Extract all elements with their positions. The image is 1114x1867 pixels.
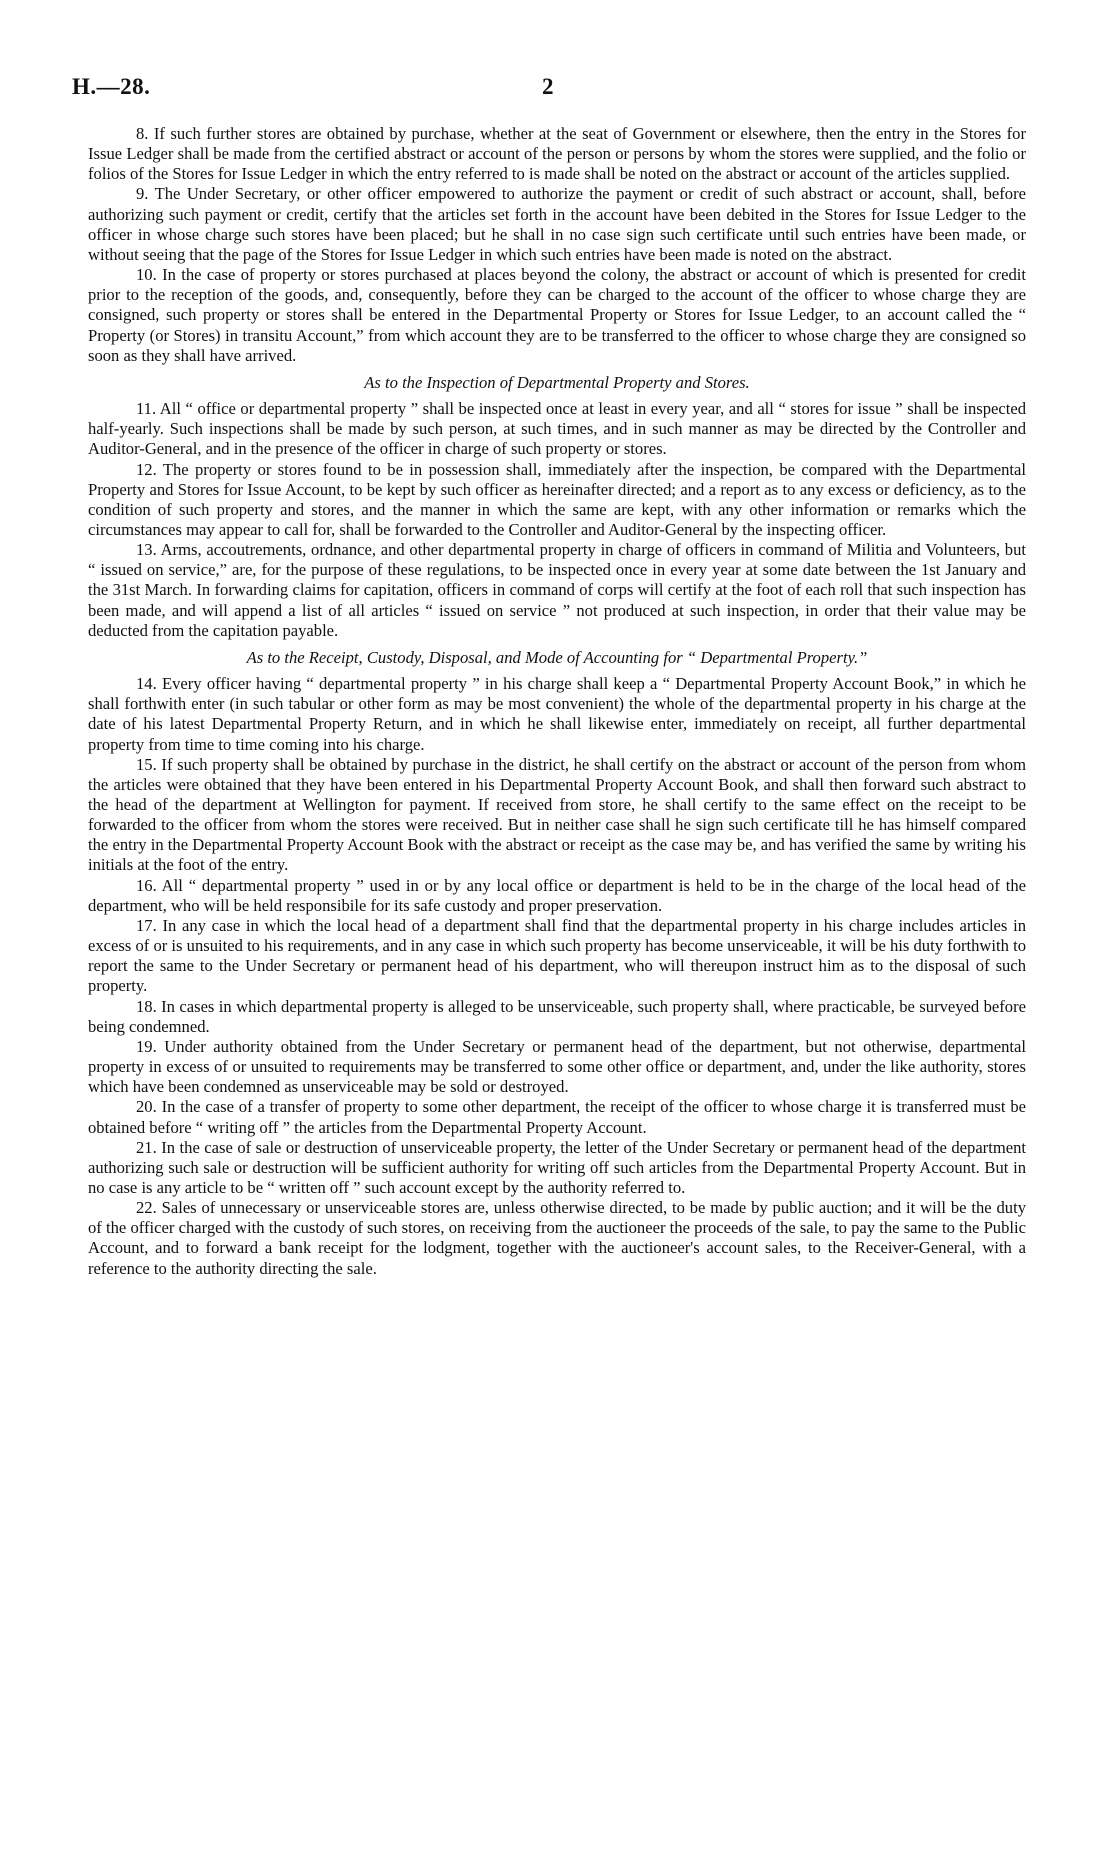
paragraph-14: 14. Every officer having “ departmental property ” in his charge shall keep a “ Departmental Property Account Book,” in which he shall forthwith enter (in such tabular or other form as may be most convenient) the whole of the departmental property in his charge at the date of his latest Departmental Property Return, and in which he shall likewise enter, immediately on receipt, all further departmental property from time to time coming into his charge. — [88, 674, 1026, 754]
paragraph-22: 22. Sales of unnecessary or unserviceable stores are, unless otherwise directed, to be made by public auction; and it will be the duty of the officer charged with the custody of such stores, on receiving from the auctioneer the proceeds of the sale, to pay the same to the Public Account, and to forward a bank receipt for the lodgment, together with the auctioneer's account sales, to the Receiver-General, with a reference to the authority directing the sale. — [88, 1198, 1026, 1278]
paragraph-11: 11. All “ office or departmental property ” shall be inspected once at least in every year, and all “ stores for issue ” shall be inspected half-yearly. Such inspections shall be made by such person, at such times, and in such manner as may be directed by the Controller and Auditor-General, and in the presence of the officer in charge of such property or stores. — [88, 399, 1026, 459]
paragraph-12: 12. The property or stores found to be in possession shall, immediately after the inspection, be compared with the Departmental Property and Stores for Issue Account, to be kept by such officer as hereinafter directed; and a report as to any excess or deficiency, as to the condition of such property and stores, and the manner in which the same are kept, with any other information or remarks which the circumstances may appear to call for, shall be forwarded to the Controller and Auditor-General by the inspecting officer. — [88, 459, 1026, 539]
paragraph-18: 18. In cases in which departmental property is alleged to be unserviceable, such property shall, where practicable, be surveyed before being condemned. — [88, 996, 1026, 1036]
paragraph-9: 9. The Under Secretary, or other officer empowered to authorize the payment or credit of such abstract or account, shall, before authorizing such payment or credit, certify that the articles set forth in the account have been debited in the Stores for Issue Ledger to the officer in whose charge such stores have been placed; but he shall in no case sign such certificate until such entries have been made, or without seeing that the page of the Stores for Issue Ledger in which such entries have been made is noted on the abstract. — [88, 184, 1026, 264]
paragraph-20: 20. In the case of a transfer of property to some other department, the receipt of the officer to whose charge it is transferred must be obtained before “ writing off ” the articles from the Departmental Property Account. — [88, 1097, 1026, 1137]
paragraph-19: 19. Under authority obtained from the Under Secretary or permanent head of the department, but not otherwise, departmental property in excess of or unsuited to requirements may be transferred to some other office or department, and, under the like authority, stores which have been condemned as unserviceable may be sold or destroyed. — [88, 1036, 1026, 1097]
section-heading-inspection: As to the Inspection of Departmental Property and Stores. — [364, 372, 750, 392]
body-text — [88, 124, 1026, 1279]
paragraph-21: 21. In the case of sale or destruction of unserviceable property, the letter of the Under Secretary or permanent head of the department authorizing such sale or destruction will be sufficient authority for writing off such articles from the Departmental Property Account. But in no case is any article to be “ written off ” such account except by the authority referred to. — [88, 1137, 1026, 1197]
paragraph-10: 10. In the case of property or stores purchased at places beyond the colony, the abstract or account of which is presented for credit prior to the reception of the goods, and, consequently, before they can be charged to the account of the officer to whose charge they are consigned, such property or stores shall be entered in the Departmental Property or Stores for Issue Ledger, to an account called the “ Property (or Stores) in transitu Account,” from which account they are to be transferred to the officer to whose charge they are consigned so soon as they shall have arrived. — [88, 265, 1026, 365]
paragraph-15: 15. If such property shall be obtained by purchase in the district, he shall certify on the abstract or account of the person from whom the articles were obtained that they have been entered in his Departmental Property Account Book, and shall then forward such abstract to the head of the department at Wellington for payment. If received from store, he shall certify to the same effect on the receipt to be forwarded to the officer from whom the stores were received. But in neither case shall he sign such certificate till he has himself compared the entry in the Departmental Property Account Book with the abstract or receipt as the case may be, and has verified the same by writing his initials at the foot of the entry. — [88, 754, 1026, 875]
section-heading-receipt-custody: As to the Receipt, Custody, Disposal, and Mode of Accounting for “ Departmental Property.” — [246, 647, 868, 667]
document-reference: H.—28. — [72, 74, 151, 99]
paragraph-16: 16. All “ departmental property ” used in or by any local office or department is held to be in the charge of the local head of the department, who will be held responsibile for its safe custody and proper preservation. — [88, 875, 1026, 915]
page-number: 2 — [542, 74, 554, 99]
paragraph-8: 8. If such further stores are obtained by purchase, whether at the seat of Government or elsewhere, then the entry in the Stores for Issue Ledger shall be made from the certified abstract or account of the person or persons by whom the stores were supplied, and the folio or folios of the Stores for Issue Ledger in which the entry referred to is made shall be noted on the abstract or account of the articles supplied. — [88, 124, 1026, 184]
page-header — [72, 74, 1026, 102]
paragraph-17: 17. In any case in which the local head of a department shall find that the departmental property in his charge includes articles in excess of or is unsuited to his requirements, and in any case in which such property has become unserviceable, it will be his duty forthwith to report the same to the Under Secretary or permanent head of his department, who will thereupon instruct him as to the disposal of such property. — [88, 915, 1026, 996]
paragraph-13: 13. Arms, accoutrements, ordnance, and other departmental property in charge of officers in command of Militia and Volunteers, but “ issued on service,” are, for the purpose of these regulations, to be inspected once in every year at some date between the 1st January and the 31st March. In forwarding claims for capitation, officers in command of corps will certify at the foot of each roll that such inspection has been made, and will append a list of all articles “ issued on service ” not produced at such inspection, in order that their value may be deducted from the capitation payable. — [88, 540, 1026, 640]
